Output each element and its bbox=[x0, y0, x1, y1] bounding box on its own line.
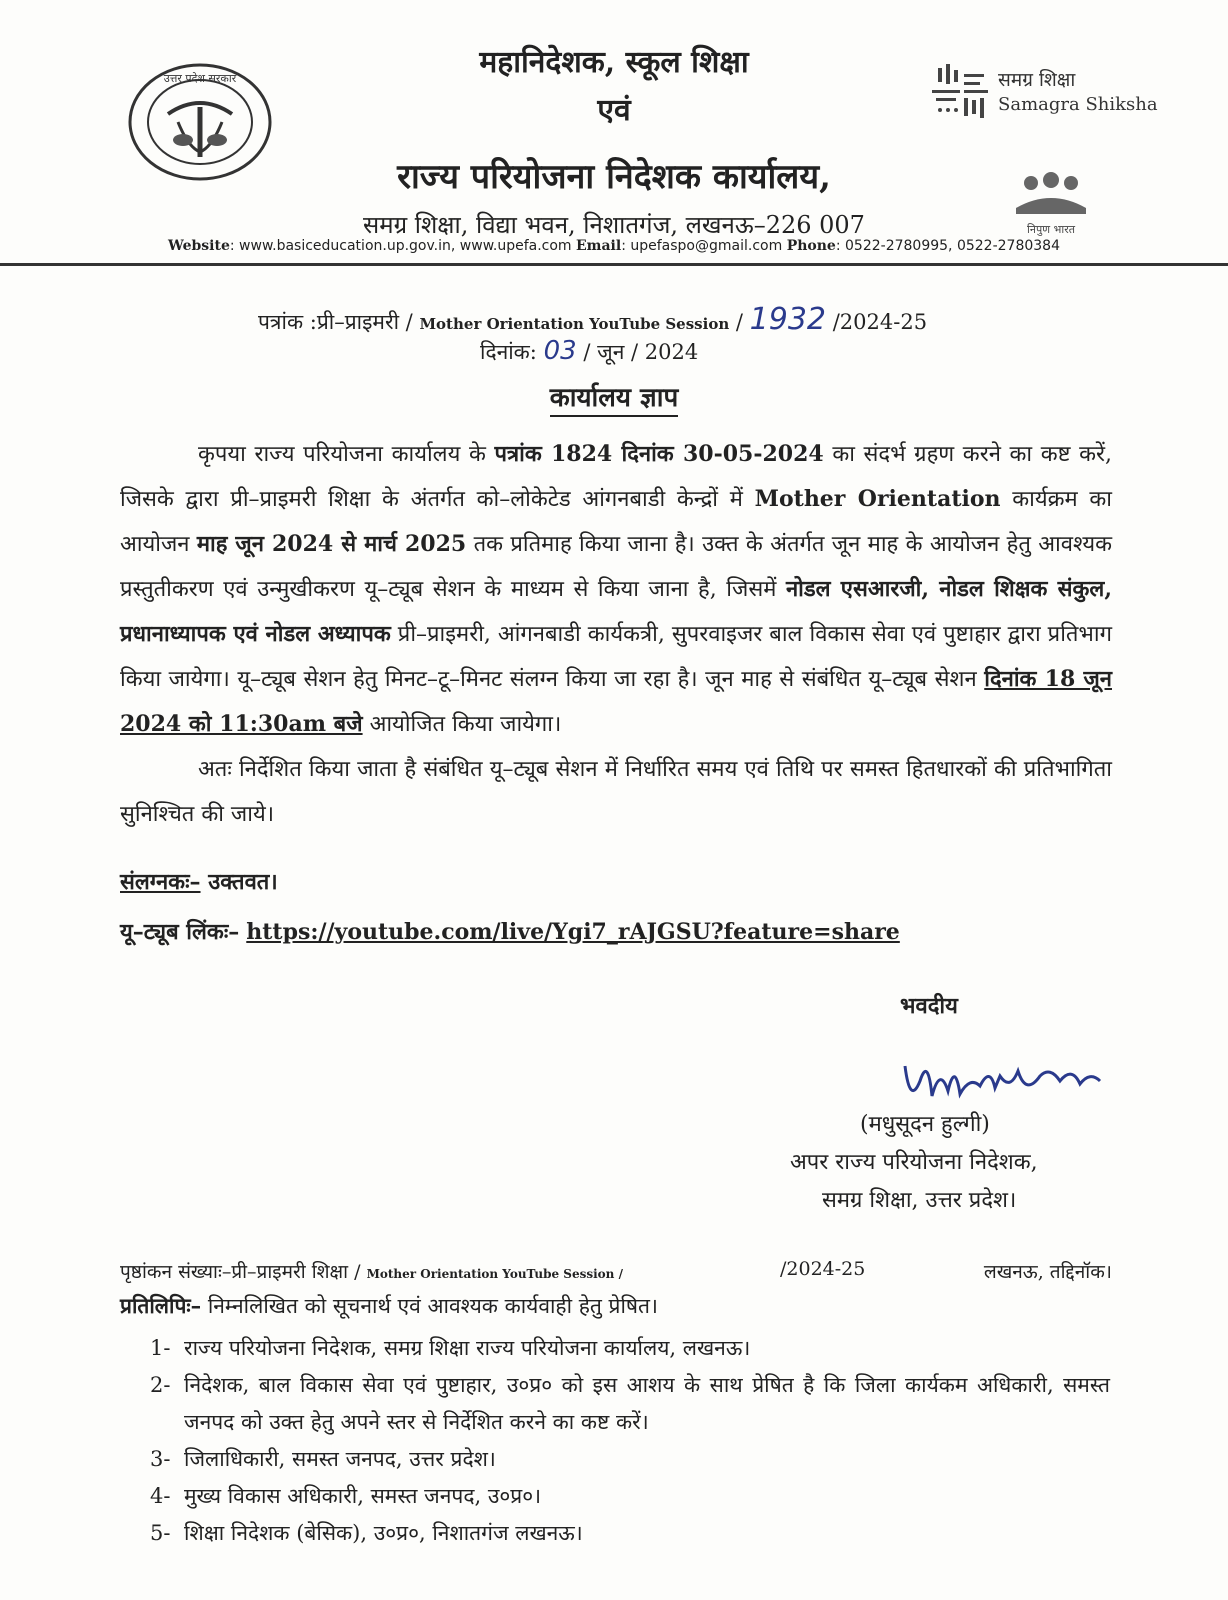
website-label: Website bbox=[168, 238, 230, 254]
email-label: Email bbox=[576, 238, 622, 254]
phone-value: 0522-2780995, 0522-2780384 bbox=[845, 238, 1060, 254]
copy-text: निम्नलिखित को सूचनार्थ एवं आवश्यक कार्यवाही हेतु प्रेषित। bbox=[201, 1294, 658, 1318]
attachment-line bbox=[120, 866, 278, 896]
youtube-line bbox=[120, 916, 900, 946]
seal-text: उत्तर प्रदेश सरकार bbox=[163, 72, 237, 85]
endorsement-session: Mother Orientation YouTube Session / bbox=[366, 1267, 623, 1281]
list-item: 5- शिक्षा निदेशक (बेसिक), उ०प्र०, निशातगंज लखनऊ। bbox=[150, 1521, 583, 1545]
date-label: दिनांक: bbox=[480, 340, 537, 364]
endorsement-prefix: पृष्ठांकन संख्याः–प्री–प्राइमरी शिक्षा / bbox=[120, 1261, 361, 1283]
list-item: 1- राज्य परियोजना निदेशक, समग्र शिक्षा राज्य परियोजना कार्यालय, लखनऊ। bbox=[150, 1336, 751, 1360]
copy-label: प्रतिलिपिः– bbox=[120, 1293, 202, 1318]
attachment-label: संलग्नकः– bbox=[120, 869, 201, 895]
header-line-2: एवं bbox=[597, 93, 631, 128]
endorsement-line bbox=[120, 1258, 1112, 1284]
handwritten-signature bbox=[900, 1046, 1110, 1116]
memo-body bbox=[120, 432, 1112, 837]
letter-date bbox=[480, 336, 698, 366]
list-item: 3- जिलाधिकारी, समस्त जनपद, उत्तर प्रदेश। bbox=[150, 1447, 496, 1471]
samagra-english: Samagra Shiksha bbox=[998, 94, 1158, 115]
header-divider bbox=[0, 263, 1228, 266]
header-office-title: राज्य परियोजना निदेशक कार्यालय, bbox=[397, 157, 831, 197]
date-day: 03 bbox=[543, 336, 577, 366]
memo-title: कार्यालय ज्ञाप bbox=[0, 378, 1228, 414]
reference-prefix: पत्रांक :प्री–प्राइमरी / bbox=[258, 310, 413, 334]
phone-label: Phone bbox=[786, 238, 836, 254]
signatory-designation: अपर राज्य परियोजना निदेशक, bbox=[790, 1150, 1038, 1175]
closing: भवदीय bbox=[900, 993, 958, 1019]
reference-year: /2024-25 bbox=[832, 310, 928, 334]
website-value[interactable]: www.basiceducation.up.gov.in, www.upefa.com bbox=[239, 238, 572, 254]
signatory-name: (मधुसूदन हुल्गी) bbox=[860, 1112, 990, 1137]
header-address: समग्र शिक्षा, विद्या भवन, निशातगंज, लखनऊ–226 007 bbox=[363, 211, 865, 239]
email-value[interactable]: upefaspo@gmail.com bbox=[630, 238, 783, 254]
header-line-1: महानिदेशक, स्कूल शिक्षा bbox=[479, 45, 749, 80]
youtube-label: यू–ट्यूब लिंकः– bbox=[120, 919, 240, 945]
copy-recipient-list bbox=[150, 1330, 1110, 1552]
reference-session: Mother Orientation YouTube Session bbox=[419, 315, 730, 333]
samagra-hindi: समग्र शिक्षा bbox=[998, 69, 1076, 91]
copy-to-line bbox=[120, 1292, 658, 1320]
endorsement-year: /2024-25 bbox=[780, 1258, 866, 1280]
paragraph-2: अतः निर्देशित किया जाता है संबंधित यू–ट्यूब सेशन में निर्धारित समय एवं तिथि पर समस्त हितधारकों की प्रतिभागिता सुनिश्चित की जाये। bbox=[120, 757, 1112, 827]
attachment-value: उक्तवत। bbox=[200, 869, 278, 895]
nipun-text: निपुण भारत bbox=[1026, 223, 1075, 236]
reference-number: 1932 bbox=[749, 302, 827, 337]
date-rest: / जून / 2024 bbox=[583, 340, 699, 364]
letter-reference: पत्रांक :प्री–प्राइमरी / Mother Orientation YouTube Session / 1932 /2024-25 bbox=[258, 302, 928, 337]
list-item: 4- मुख्य विकास अधिकारी, समस्त जनपद, उ०प्र०। bbox=[150, 1484, 542, 1508]
contact-line: Website: www.basiceducation.up.gov.in, www.upefa.com Email: upefaspo@gmail.com Phone: 0522-2780995, 0522-2780384 bbox=[168, 238, 1060, 254]
youtube-link[interactable]: https://youtube.com/live/Ygi7_rAJGSU?feature=share bbox=[246, 919, 900, 945]
list-item: 2- निदेशक, बाल विकास सेवा एवं पुष्टाहार, उ०प्र० को इस आशय के साथ प्रेषित है कि जिला कार्यकम अधिकारी, समस्त जनपद को उक्त हेतु अपने स्तर से निर्देशित करने का कष्ट करें। bbox=[150, 1373, 1110, 1434]
signatory-office: समग्र शिक्षा, उत्तर प्रदेश। bbox=[822, 1188, 1017, 1213]
endorsement-place: लखनऊ, तद्दिनॉक। bbox=[983, 1261, 1112, 1283]
paragraph-1: कृपया राज्य परियोजना कार्यालय के पत्रांक 1824 दिनांक 30-05-2024 का संदर्भ ग्रहण करने का कष्ट करें, जिसके द्वारा प्री–प्राइमरी शिक्षा के अंतर्गत को–लोकेटेड आंगनबाडी केन्द्रों में Mother Orientation कार्यक्रम का आयोजन माह जून 2024 से मार्च 2025 तक प्रतिमाह किया जाना है। उक्त के अंतर्गत जून माह के आयोजन हेतु आवश्यक प्रस्तुतीकरण एवं उन्मुखीकरण यू–ट्यूब सेशन के माध्यम से किया जाना है, जिसमें नोडल एसआरजी, नोडल शिक्षक संकुल, प्रधानाध्यापक एवं नोडल अध्यापक प्री–प्राइमरी, आंगनबाडी कार्यकत्री, सुपरवाइजर बाल विकास सेवा एवं पुष्टाहार द्वारा प्रतिभाग किया जायेगा। यू–ट्यूब सेशन हेतु मिनट–टू–मिनट संलग्न किया जा रहा है। जून माह से संबंधित यू–ट्यूब सेशन दिनांक 18 जून 2024 को 11:30am बजे आयोजित किया जायेगा। bbox=[120, 441, 1113, 737]
